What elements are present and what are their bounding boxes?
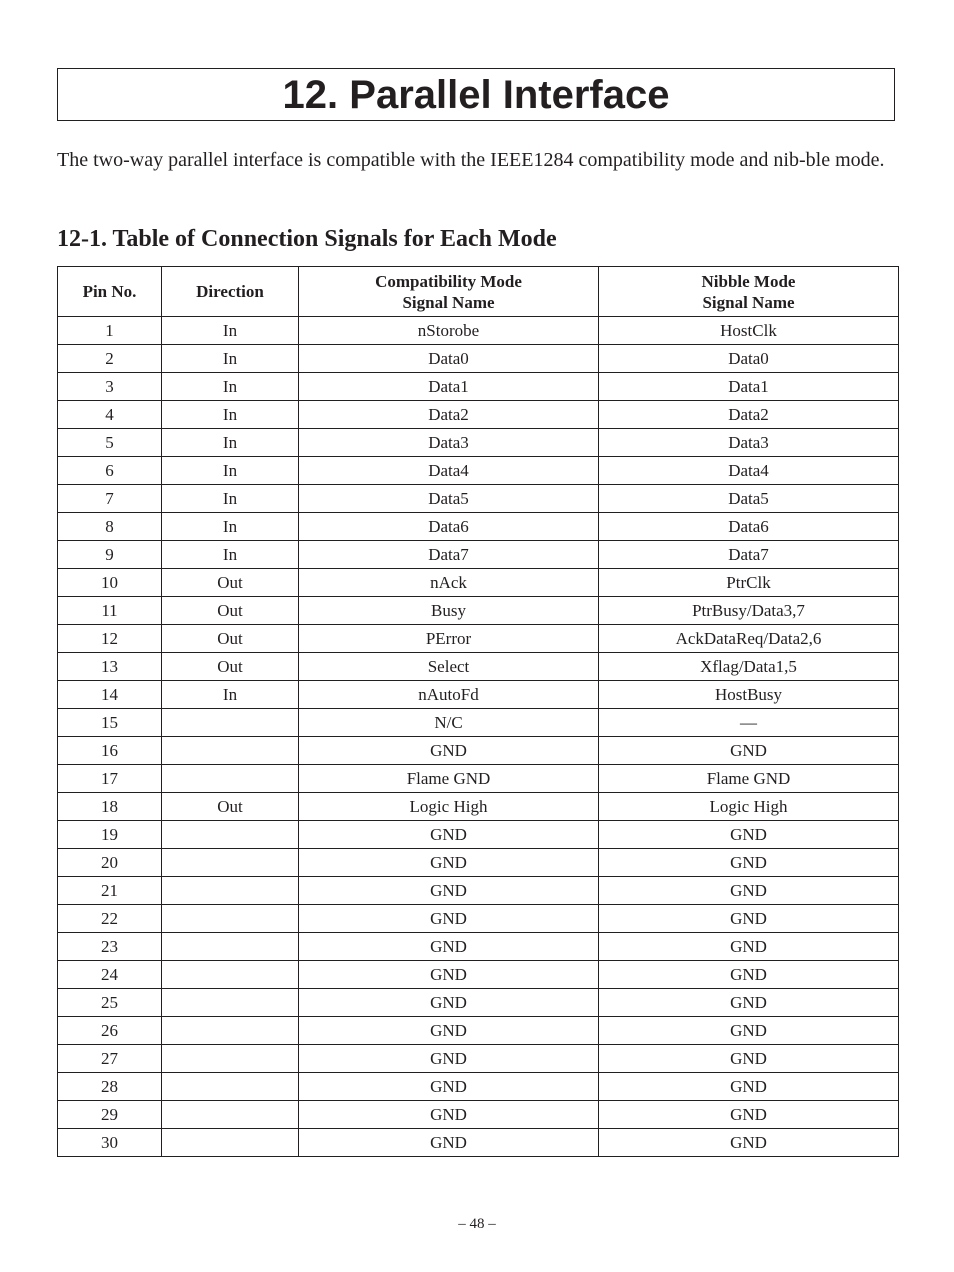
nibble-signal-cell: GND	[599, 905, 899, 933]
nibble-signal-cell: Data2	[599, 401, 899, 429]
direction-cell: In	[162, 429, 299, 457]
table-body	[58, 317, 899, 1157]
header-direction-label: Direction	[196, 282, 264, 301]
nibble-signal-cell: Data6	[599, 513, 899, 541]
pin-no-cell: 2	[58, 345, 162, 373]
table-row	[58, 429, 899, 457]
pin-no-cell: 30	[58, 1129, 162, 1157]
table-row	[58, 961, 899, 989]
header-compatibility-line1: Compatibility Mode	[375, 271, 522, 291]
compatibility-signal-cell: nStorobe	[299, 317, 599, 345]
table-row	[58, 485, 899, 513]
table-row	[58, 653, 899, 681]
direction-cell	[162, 765, 299, 793]
direction-cell: In	[162, 317, 299, 345]
pin-no-cell: 4	[58, 401, 162, 429]
pin-no-cell: 10	[58, 569, 162, 597]
pin-no-cell: 8	[58, 513, 162, 541]
pin-no-cell: 3	[58, 373, 162, 401]
pin-no-cell: 28	[58, 1073, 162, 1101]
table-row	[58, 345, 899, 373]
table-row	[58, 821, 899, 849]
direction-cell: Out	[162, 569, 299, 597]
direction-cell	[162, 877, 299, 905]
direction-cell: In	[162, 373, 299, 401]
compatibility-signal-cell: GND	[299, 933, 599, 961]
pin-no-cell: 20	[58, 849, 162, 877]
nibble-signal-cell: GND	[599, 877, 899, 905]
compatibility-signal-cell: GND	[299, 1129, 599, 1157]
table-row	[58, 541, 899, 569]
page-title-box	[57, 68, 895, 121]
compatibility-signal-cell: Select	[299, 653, 599, 681]
nibble-signal-cell: Logic High	[599, 793, 899, 821]
nibble-signal-cell: Xflag/Data1,5	[599, 653, 899, 681]
direction-cell	[162, 849, 299, 877]
table-row	[58, 1129, 899, 1157]
nibble-signal-cell: HostBusy	[599, 681, 899, 709]
table-row	[58, 457, 899, 485]
header-pin-no-label: Pin No.	[82, 282, 137, 301]
direction-cell	[162, 989, 299, 1017]
table-row	[58, 737, 899, 765]
table-row	[58, 905, 899, 933]
direction-cell	[162, 1017, 299, 1045]
pin-no-cell: 19	[58, 821, 162, 849]
direction-cell: In	[162, 345, 299, 373]
direction-cell: Out	[162, 793, 299, 821]
nibble-signal-cell: Flame GND	[599, 765, 899, 793]
compatibility-signal-cell: GND	[299, 821, 599, 849]
compatibility-signal-cell: Data7	[299, 541, 599, 569]
nibble-signal-cell: GND	[599, 1017, 899, 1045]
direction-cell	[162, 961, 299, 989]
pin-no-cell: 13	[58, 653, 162, 681]
nibble-signal-cell: GND	[599, 1045, 899, 1073]
pin-no-cell: 7	[58, 485, 162, 513]
nibble-signal-cell: Data5	[599, 485, 899, 513]
pin-no-cell: 12	[58, 625, 162, 653]
pin-no-cell: 21	[58, 877, 162, 905]
table-row	[58, 373, 899, 401]
header-nibble-mode	[599, 267, 899, 317]
pin-no-cell: 22	[58, 905, 162, 933]
table-row	[58, 933, 899, 961]
pin-no-cell: 25	[58, 989, 162, 1017]
compatibility-signal-cell: Data6	[299, 513, 599, 541]
direction-cell: Out	[162, 625, 299, 653]
compatibility-signal-cell: Logic High	[299, 793, 599, 821]
page-title: 12. Parallel Interface	[282, 72, 670, 117]
nibble-signal-cell: GND	[599, 1129, 899, 1157]
direction-cell: In	[162, 541, 299, 569]
table-row	[58, 989, 899, 1017]
nibble-signal-cell: Data7	[599, 541, 899, 569]
direction-cell: In	[162, 457, 299, 485]
table-row	[58, 793, 899, 821]
compatibility-signal-cell: Data3	[299, 429, 599, 457]
page-number: – 48 –	[458, 1216, 496, 1232]
compatibility-signal-cell: GND	[299, 1073, 599, 1101]
table-row	[58, 1017, 899, 1045]
intro-paragraph: The two-way parallel interface is compatible with the IEEE1284 compatibility mode and nib-ble mode.	[57, 149, 885, 171]
compatibility-signal-cell: GND	[299, 877, 599, 905]
direction-cell: In	[162, 401, 299, 429]
compatibility-signal-cell: Data5	[299, 485, 599, 513]
nibble-signal-cell: GND	[599, 1101, 899, 1129]
table-header-row	[58, 267, 899, 317]
compatibility-signal-cell: Data0	[299, 345, 599, 373]
header-compatibility-mode	[299, 267, 599, 317]
direction-cell: Out	[162, 597, 299, 625]
pin-no-cell: 11	[58, 597, 162, 625]
pin-no-cell: 24	[58, 961, 162, 989]
nibble-signal-cell: AckDataReq/Data2,6	[599, 625, 899, 653]
nibble-signal-cell: GND	[599, 989, 899, 1017]
direction-cell	[162, 933, 299, 961]
pin-no-cell: 9	[58, 541, 162, 569]
compatibility-signal-cell: GND	[299, 1045, 599, 1073]
direction-cell	[162, 1101, 299, 1129]
compatibility-signal-cell: PError	[299, 625, 599, 653]
nibble-signal-cell: GND	[599, 849, 899, 877]
table-row	[58, 1045, 899, 1073]
table-row	[58, 317, 899, 345]
header-compatibility-line2: Signal Name	[402, 292, 495, 312]
pin-no-cell: 5	[58, 429, 162, 457]
direction-cell	[162, 1073, 299, 1101]
compatibility-signal-cell: GND	[299, 989, 599, 1017]
section-heading: 12-1. Table of Connection Signals for Each Mode	[57, 226, 557, 252]
nibble-signal-cell: PtrBusy/Data3,7	[599, 597, 899, 625]
nibble-signal-cell: GND	[599, 961, 899, 989]
compatibility-signal-cell: Busy	[299, 597, 599, 625]
compatibility-signal-cell: GND	[299, 1101, 599, 1129]
header-direction	[162, 267, 299, 317]
compatibility-signal-cell: Data2	[299, 401, 599, 429]
pin-no-cell: 15	[58, 709, 162, 737]
pin-no-cell: 29	[58, 1101, 162, 1129]
direction-cell	[162, 1045, 299, 1073]
table-row	[58, 681, 899, 709]
connection-signals-table	[57, 266, 899, 1157]
pin-no-cell: 27	[58, 1045, 162, 1073]
compatibility-signal-cell: N/C	[299, 709, 599, 737]
pin-no-cell: 1	[58, 317, 162, 345]
compatibility-signal-cell: GND	[299, 737, 599, 765]
pin-no-cell: 17	[58, 765, 162, 793]
table-row	[58, 1073, 899, 1101]
pin-no-cell: 26	[58, 1017, 162, 1045]
direction-cell	[162, 1129, 299, 1157]
compatibility-signal-cell: GND	[299, 905, 599, 933]
pin-no-cell: 23	[58, 933, 162, 961]
nibble-signal-cell: GND	[599, 933, 899, 961]
direction-cell: In	[162, 513, 299, 541]
header-pin-no	[58, 267, 162, 317]
direction-cell	[162, 737, 299, 765]
table-row	[58, 709, 899, 737]
compatibility-signal-cell: nAutoFd	[299, 681, 599, 709]
compatibility-signal-cell: Data4	[299, 457, 599, 485]
compatibility-signal-cell: GND	[299, 849, 599, 877]
nibble-signal-cell: HostClk	[599, 317, 899, 345]
header-nibble-line1: Nibble Mode	[701, 271, 796, 291]
compatibility-signal-cell: GND	[299, 961, 599, 989]
table-row	[58, 849, 899, 877]
header-nibble-line2: Signal Name	[702, 292, 795, 312]
table-row	[58, 877, 899, 905]
nibble-signal-cell: GND	[599, 821, 899, 849]
compatibility-signal-cell: GND	[299, 1017, 599, 1045]
table-row	[58, 569, 899, 597]
table-row	[58, 597, 899, 625]
direction-cell	[162, 905, 299, 933]
table-row	[58, 1101, 899, 1129]
direction-cell: Out	[162, 653, 299, 681]
nibble-signal-cell: —	[599, 709, 899, 737]
direction-cell	[162, 709, 299, 737]
direction-cell: In	[162, 681, 299, 709]
nibble-signal-cell: GND	[599, 737, 899, 765]
table-row	[58, 401, 899, 429]
pin-no-cell: 6	[58, 457, 162, 485]
compatibility-signal-cell: Data1	[299, 373, 599, 401]
compatibility-signal-cell: Flame GND	[299, 765, 599, 793]
direction-cell	[162, 821, 299, 849]
pin-no-cell: 14	[58, 681, 162, 709]
nibble-signal-cell: Data1	[599, 373, 899, 401]
pin-no-cell: 18	[58, 793, 162, 821]
compatibility-signal-cell: nAck	[299, 569, 599, 597]
pin-no-cell: 16	[58, 737, 162, 765]
nibble-signal-cell: Data3	[599, 429, 899, 457]
direction-cell: In	[162, 485, 299, 513]
nibble-signal-cell: Data0	[599, 345, 899, 373]
nibble-signal-cell: PtrClk	[599, 569, 899, 597]
table-row	[58, 765, 899, 793]
table-row	[58, 625, 899, 653]
nibble-signal-cell: GND	[599, 1073, 899, 1101]
table-row	[58, 513, 899, 541]
nibble-signal-cell: Data4	[599, 457, 899, 485]
